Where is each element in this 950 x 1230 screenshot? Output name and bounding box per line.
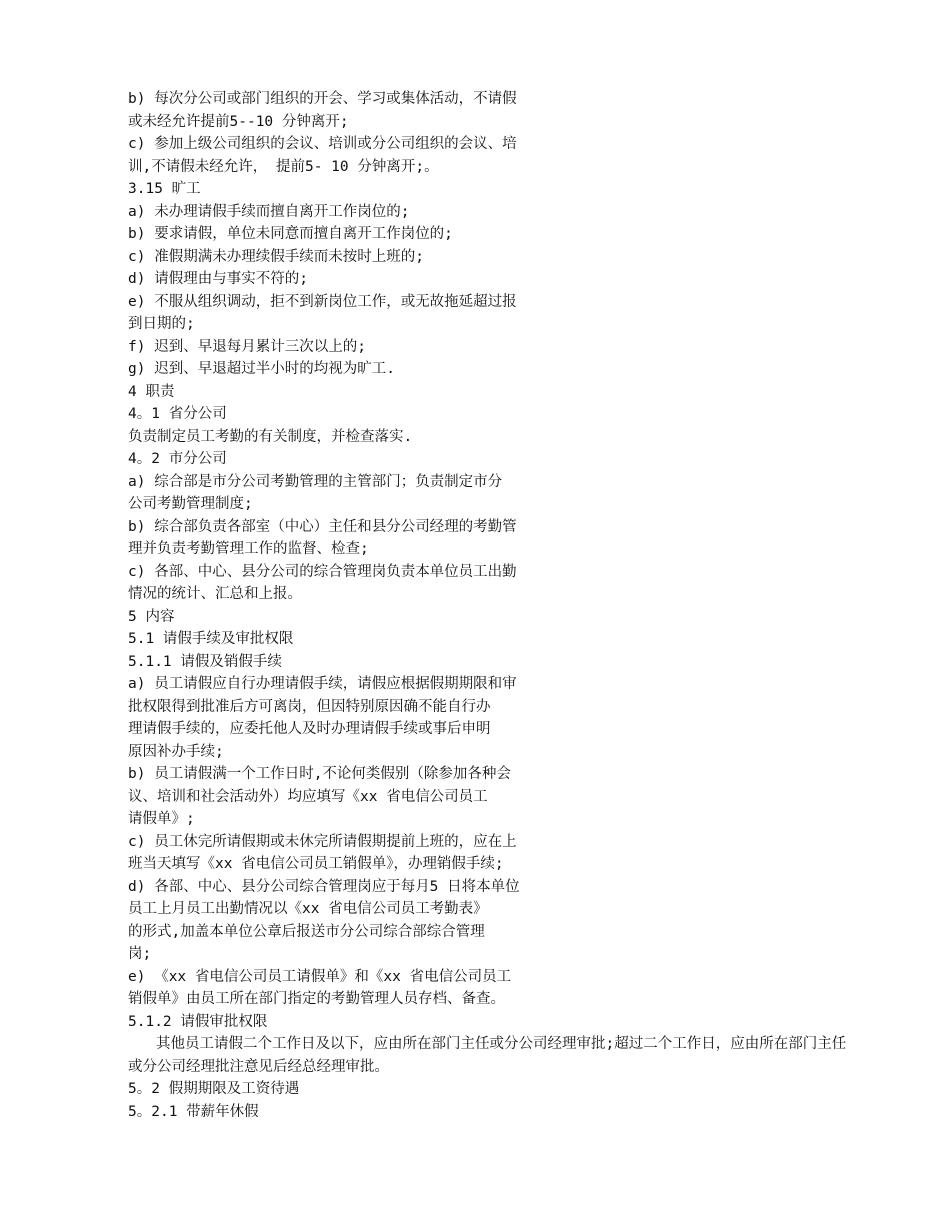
approval-paragraph (128, 1033, 856, 1078)
document-line: c) 各部、中心、县分公司的综合管理岗负责本单位员工出勤 (128, 563, 517, 580)
document-line: c) 员工休完所请假期或未休完所请假期提前上班的，应在上 (128, 833, 517, 850)
document-line: 4。2 市分公司 (128, 451, 227, 467)
document-line: a) 综合部是市分公司考勤管理的主管部门；负责制定市分 (128, 473, 503, 490)
document-line: b) 综合部负责各部室（中心）主任和县分公司经理的考勤管 (128, 518, 517, 535)
document-line: 或未经允许提前5--10 分钟离开; (128, 113, 349, 130)
document-heading-line: 5。2.1 带薪年休假 (128, 1103, 259, 1120)
document-line: a) 员工请假应自行办理请假手续，请假应根据假期期限和审 (128, 676, 517, 692)
approval-paragraph-text: 其他员工请假二个工作日及以下，应由所在部门主任或分公司经理审批;超过二个工作日，应由所在部门主任或分公司经理批注意见后经总经理审批。 (128, 1036, 847, 1075)
document-line: c) 参加上级公司组织的会议、培训或分公司组织的会议、培 (128, 136, 517, 152)
document-line: 公司考勤管理制度; (128, 496, 253, 512)
document-line: e) 《xx 省电信公司员工请假单》和《xx 省电信公司员工 (128, 968, 512, 985)
document-line: 4。1 省分公司 (128, 406, 227, 422)
document-line: 5 内容 (128, 608, 175, 625)
document-line: 班当天填写《xx 省电信公司员工销假单》，办理销假手续; (128, 856, 504, 872)
document-line: b) 要求请假，单位未同意而擅自离开工作岗位的; (128, 226, 453, 242)
document-line: 5.1.2 请假审批权限 (128, 1013, 268, 1030)
document-line: 原因补办手续; (128, 743, 224, 760)
document-line: f) 迟到、早退每月累计三次以上的; (128, 338, 366, 355)
document-line: 员工上月员工出勤情况以《xx 省电信公司员工考勤表》 (128, 901, 488, 917)
document-body (0, 88, 950, 1033)
document-line: b) 每次分公司或部门组织的开会、学习或集体活动，不请假 (128, 91, 517, 107)
document-line: b) 员工请假满一个工作日时,不论何类假别（除参加各种会 (128, 766, 511, 782)
document-line: g) 迟到、早退超过半小时的均视为旷工. (128, 361, 395, 377)
document-tail (0, 1078, 950, 1123)
document-line: 请假单》; (128, 811, 195, 827)
document-line: 5.1.1 请假及销假手续 (128, 653, 282, 670)
document-page (0, 88, 950, 1123)
document-line: d) 请假理由与事实不符的; (128, 271, 308, 287)
document-line: 的形式,加盖本单位公章后报送市分公司综合部综合管理 (128, 923, 485, 940)
document-line: 销假单》由员工所在部门指定的考勤管理人员存档、备查。 (128, 991, 505, 1007)
document-line: 3.15 旷工 (128, 181, 201, 197)
document-line: 负责制定员工考勤的有关制度，并检查落实. (128, 428, 413, 445)
document-line: 5.1 请假手续及审批权限 (128, 631, 294, 647)
document-line: a) 未办理请假手续而擅自离开工作岗位的; (128, 203, 410, 220)
document-heading-line: 5。2 假期期限及工资待遇 (128, 1081, 300, 1097)
document-line: 训,不请假未经允许， 提前5- 10 分钟离开;。 (128, 158, 439, 175)
document-line: 批权限得到批准后方可离岗，但因特别原因确不能自行办 (128, 698, 491, 715)
document-line: 情况的统计、汇总和上报。 (128, 586, 302, 602)
document-line: c) 准假期满未办理续假手续而未按时上班的; (128, 248, 424, 265)
document-line: 4 职责 (128, 383, 175, 400)
document-line: e) 不服从组织调动，拒不到新岗位工作，或无故拖延超过报 (128, 293, 517, 310)
document-line: 理请假手续的，应委托他人及时办理请假手续或事后申明 (128, 721, 491, 737)
document-line: 岗; (128, 946, 152, 962)
document-line: 到日期的; (128, 316, 195, 332)
document-line: 理并负责考勤管理工作的监督、检查; (128, 541, 369, 557)
document-line: 议、培训和社会活动外）均应填写《xx 省电信公司员工 (128, 788, 488, 805)
document-line: d) 各部、中心、县分公司综合管理岗应于每月5 日将本单位 (128, 878, 520, 895)
